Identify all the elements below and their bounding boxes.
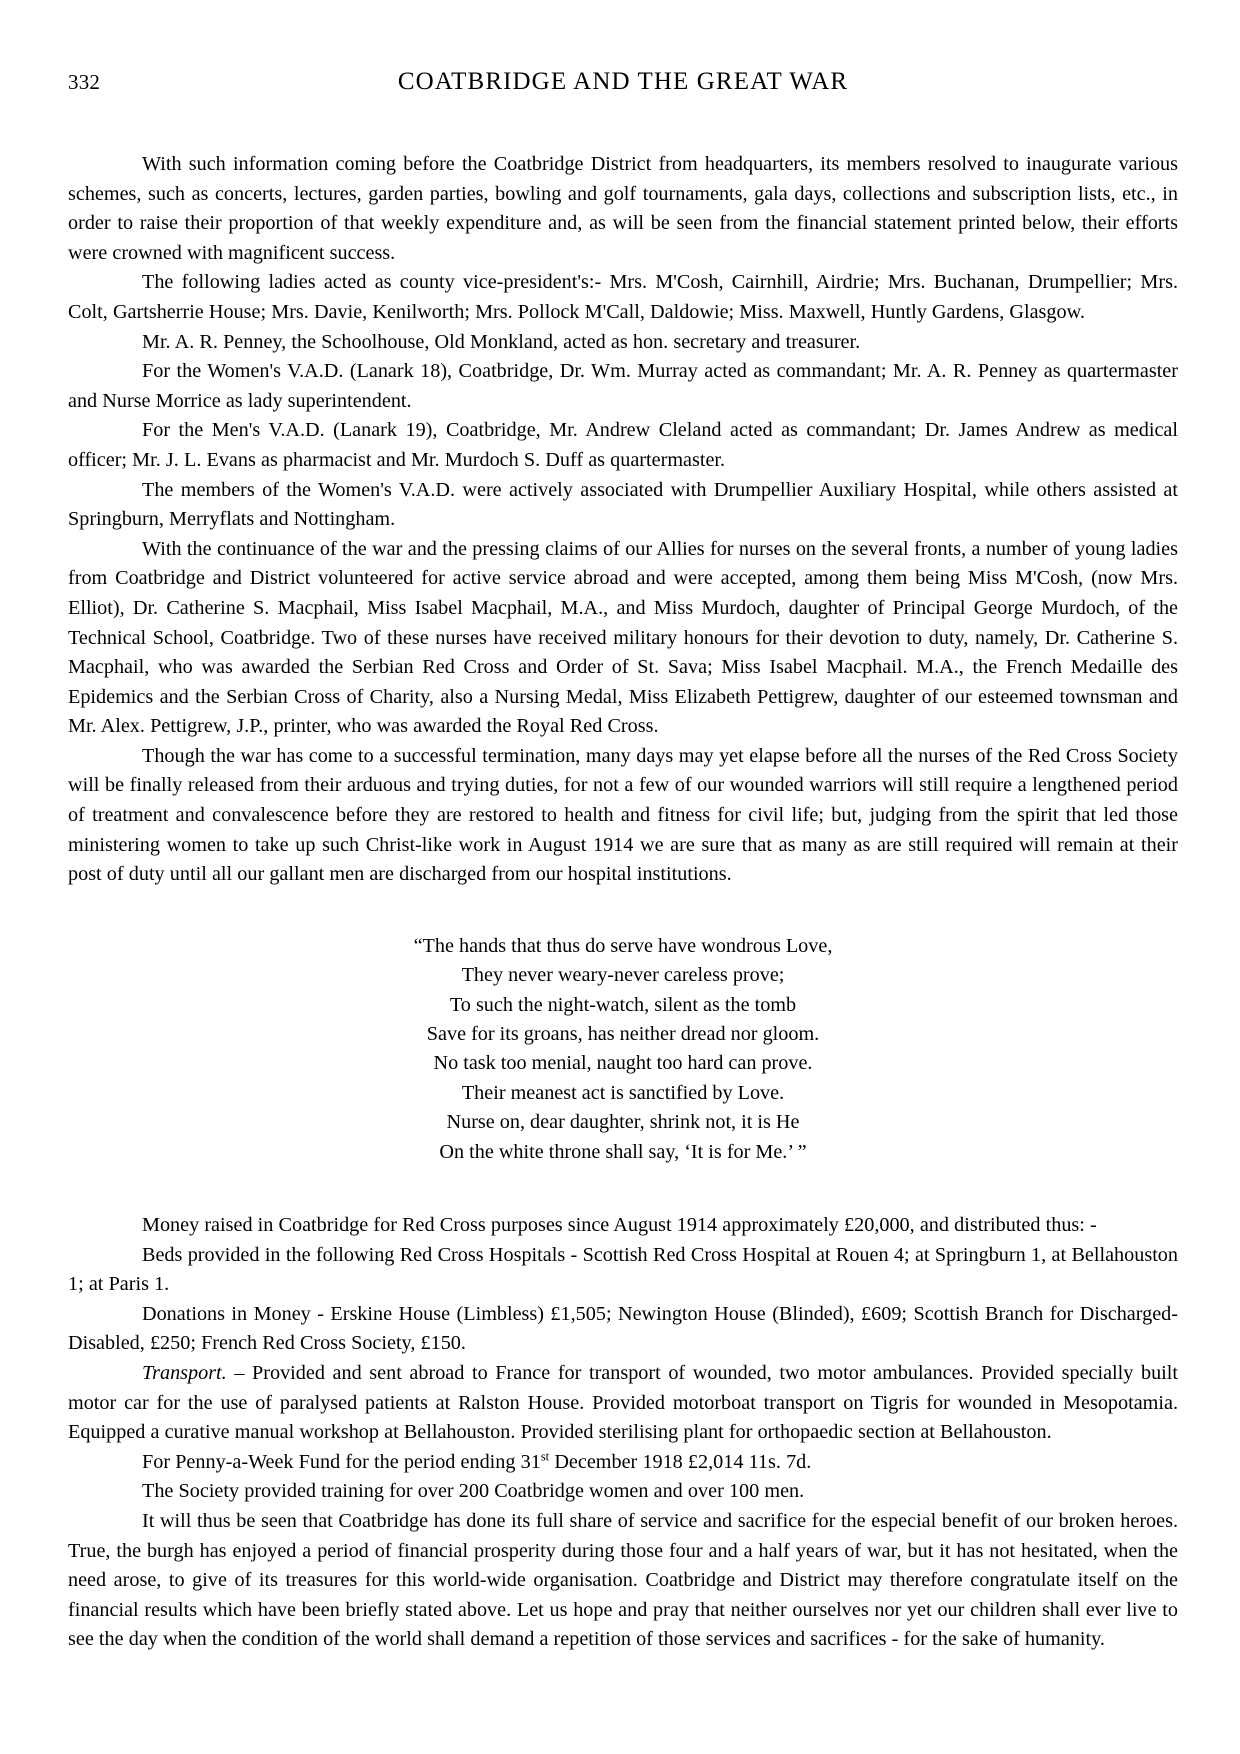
penny-fund-text-before: For Penny-a-Week Fund for the period ending 31 — [142, 1450, 541, 1473]
paragraph: Mr. A. R. Penney, the Schoolhouse, Old Monkland, acted as hon. secretary and treasurer. — [142, 330, 861, 353]
poem-line: To such the night-watch, silent as the tomb — [449, 993, 797, 1016]
transport-label: Transport. — [142, 1362, 227, 1385]
paragraph: With such information coming before the Coatbridge District from headquarters, its members resolved to inaugurate various schemes, such as concerts, lectures, garden parties, bowling and golf tournaments, gala days, collections and subscription lists, etc., in order to raise their proportion of that weekly expenditure and, as will be seen from the financial statement printed below, their efforts were crowned with magnificent success. — [68, 153, 1178, 264]
paragraph: Donations in Money - Erskine House (Limbless) £1,505; Newington House (Blinded), £609; Scottish Branch for Discharged-Disabled, £250; French Red Cross Society, £150. — [68, 1302, 1178, 1355]
poem-block — [68, 920, 1178, 1181]
penny-fund-text-after: December 1918 £2,014 11s. 7d. — [549, 1450, 812, 1473]
paragraph: Money raised in Coatbridge for Red Cross purposes since August 1914 approximately £20,000, and distributed thus: - — [142, 1214, 1097, 1237]
paragraph: For the Women's V.A.D. (Lanark 18), Coatbridge, Dr. Wm. Murray acted as commandant; Mr. A. R. Penney as quartermaster and Nurse Morrice as lady superintendent. — [68, 360, 1178, 412]
transport-paragraph — [68, 1359, 1178, 1448]
transport-text: – Provided and sent abroad to France for transport of wounded, two motor ambulances. Provided specially built motor car for the use of paralysed patients at Ralston House. Provided motorboat transport on Tigris for wounded in Mesopotamia. Equipped a curative manual workshop at Bellahouston. Provided sterilising plant for orthopaedic section at Bellahouston. — [68, 1362, 1178, 1444]
paragraph: With the continuance of the war and the pressing claims of our Allies for nurses on the several fronts, a number of young ladies from Coatbridge and District volunteered for active service abroad and were accepted, among them being Miss M'Cosh, (now Mrs. Elliot), Dr. Catherine S. Macphail, Miss Isabel Macphail, M.A., and Miss Murdoch, daughter of Principal George Murdoch, of the Technical School, Coatbridge. Two of these nurses have received military honours for their devotion to duty, namely, Dr. Catherine S. Macphail, who was awarded the Serbian Red Cross and Order of St. Sava; Miss Isabel Macphail. M.A., the French Medaille des Epidemics and the Serbian Cross of Charity, also a Nursing Medal, Miss Elizabeth Pettigrew, daughter of our esteemed townsman and Mr. Alex. Pettigrew, J.P., printer, who was awarded the Royal Red Cross. — [68, 537, 1178, 738]
poem-line: No task too menial, naught too hard can prove. — [433, 1052, 813, 1075]
page-title: COATBRIDGE AND THE GREAT WAR — [397, 68, 849, 95]
body-column — [68, 150, 1178, 1655]
paragraph: The Society provided training for over 200 Coatbridge women and over 100 men. — [142, 1480, 805, 1503]
poem-line: On the white throne shall say, ‘It is for Me.’ ” — [439, 1140, 807, 1163]
paragraph: Beds provided in the following Red Cross Hospitals - Scottish Red Cross Hospital at Rouen 4; at Springburn 1, at Bellahouston 1; at Paris 1. — [68, 1243, 1178, 1296]
running-head — [68, 68, 1178, 114]
paragraph: It will thus be seen that Coatbridge has done its full share of service and sacrifice for the especial benefit of our broken heroes. True, the burgh has enjoyed a period of financial prosperity during those four and a half years of war, but it has not hesitated, when the need arose, to give of its treasures for this world-wide organisation. Coatbridge and District may therefore congratulate itself on the financial results which have been briefly stated above. Let us hope and pray that neither ourselves nor yet our children shall ever live to see the day when the condition of the world shall demand a repetition of those services and sacrifices - for the sake of humanity. — [68, 1510, 1178, 1651]
page-number: 332 — [68, 70, 101, 94]
poem-line: They never weary-never careless prove; — [461, 964, 785, 987]
paragraph: For the Men's V.A.D. (Lanark 19), Coatbridge, Mr. Andrew Cleland acted as commandant; Dr. James Andrew as medical officer; Mr. J. L. Evans as pharmacist and Mr. Murdoch S. Duff as quartermaster. — [68, 419, 1178, 471]
penny-fund-paragraph — [68, 1448, 1178, 1478]
ordinal-suffix: st — [540, 1449, 550, 1464]
paragraph: The following ladies acted as county vice-president's:- Mrs. M'Cosh, Cairnhill, Airdrie; Mrs. Buchanan, Drumpellier; Mrs. Colt, Gartsherrie House; Mrs. Davie, Kenilworth; Mrs. Pollock M'Call, Daldowie; Miss. Maxwell, Huntly Gardens, Glasgow. — [68, 271, 1178, 323]
poem-line: Nurse on, dear daughter, shrink not, it is He — [446, 1111, 800, 1134]
poem-line: Save for its groans, has neither dread nor gloom. — [426, 1023, 820, 1046]
poem-line: “The hands that thus do serve have wondrous Love, — [413, 934, 833, 957]
paragraph: Though the war has come to a successful termination, many days may yet elapse before all the nurses of the Red Cross Society will be finally released from their arduous and trying duties, for not a few of our wounded warriors will still require a lengthened period of treatment and convalescence before they are restored to health and fitness for civil life; but, judging from the spirit that led those ministering women to take up such Christ-like work in August 1914 we are sure that as many as are still required will remain at their post of duty until all our gallant men are discharged from our hospital institutions. — [68, 744, 1178, 886]
paragraph: The members of the Women's V.A.D. were actively associated with Drumpellier Auxiliary Hospital, while others assisted at Springburn, Merryflats and Nottingham. — [68, 478, 1178, 531]
poem-line: Their meanest act is sanctified by Love. — [461, 1081, 785, 1104]
